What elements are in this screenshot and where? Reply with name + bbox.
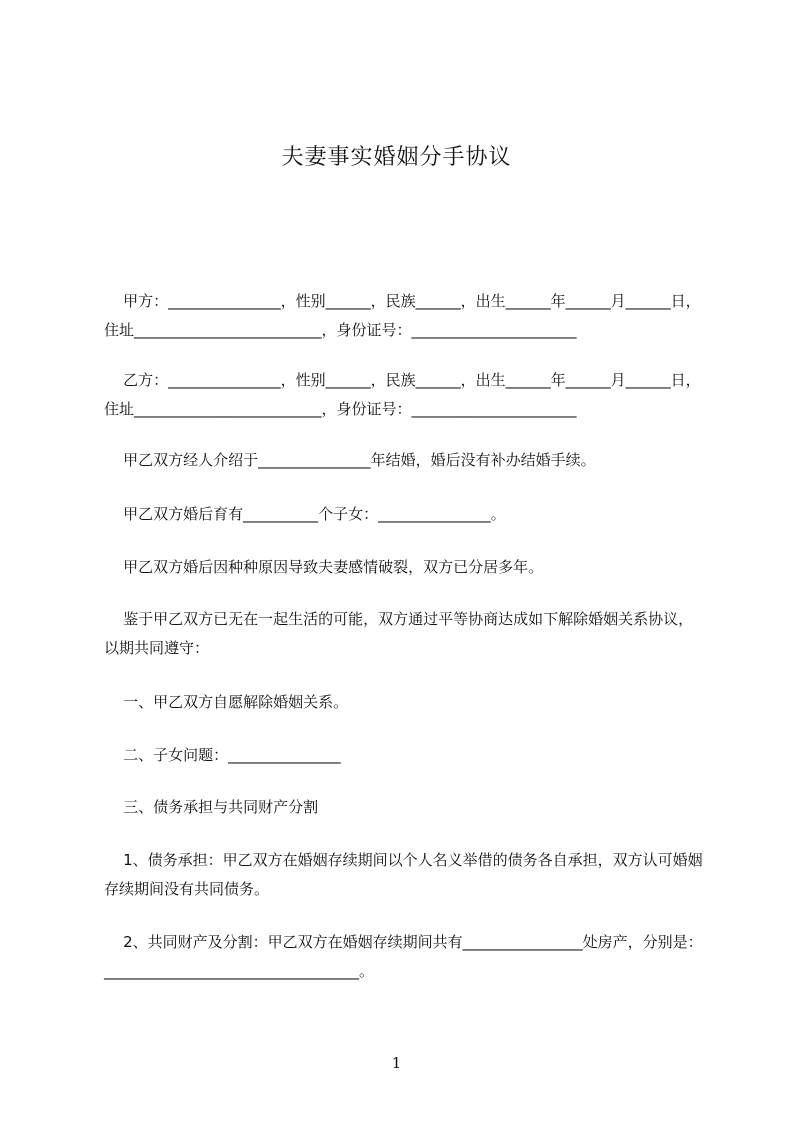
clause-1: 一、甲乙双方自愿解除婚姻关系。 xyxy=(104,693,349,711)
clause-3-heading: 三、债务承担与共同财产分割 xyxy=(104,798,319,816)
page-number: 1 xyxy=(391,1054,402,1072)
agreement-intro-paragraph: 鉴于甲乙双方已无在一起生活的可能，双方通过平等协商达成如下解除婚姻关系协议，以期共同遵守： xyxy=(104,610,694,657)
clause-2-children: 二、子女问题：_______________ xyxy=(104,746,341,764)
party-a-info: 甲方：_______________，性别______，民族______，出生______年______月______日，住址_________________________，身份证号：______________________ xyxy=(104,292,701,339)
clause-3-1-debts: 1、债务承担：甲乙双方在婚姻存续期间以个人名义举借的债务各自承担，双方认可婚姻存续期间没有共同债务。 xyxy=(104,851,703,898)
clause-3-2-property: 2、共同财产及分割：甲乙双方在婚姻存续期间共有________________处房产，分别是：__________________________________。 xyxy=(104,933,703,980)
party-b-info: 乙方：_______________，性别______，民族______，出生______年______月______日，住址_________________________，身份证号：______________________ xyxy=(104,371,701,418)
marriage-intro-paragraph: 甲乙双方经人介绍于_______________年结婚，婚后没有补办结婚手续。 xyxy=(104,451,596,469)
children-count-paragraph: 甲乙双方婚后育有__________个子女：_______________。 xyxy=(104,505,506,523)
document-title: 夫妻事实婚姻分手协议 xyxy=(281,145,512,170)
separation-paragraph: 甲乙双方婚后因种种原因导致夫妻感情破裂，双方已分居多年。 xyxy=(104,558,544,576)
